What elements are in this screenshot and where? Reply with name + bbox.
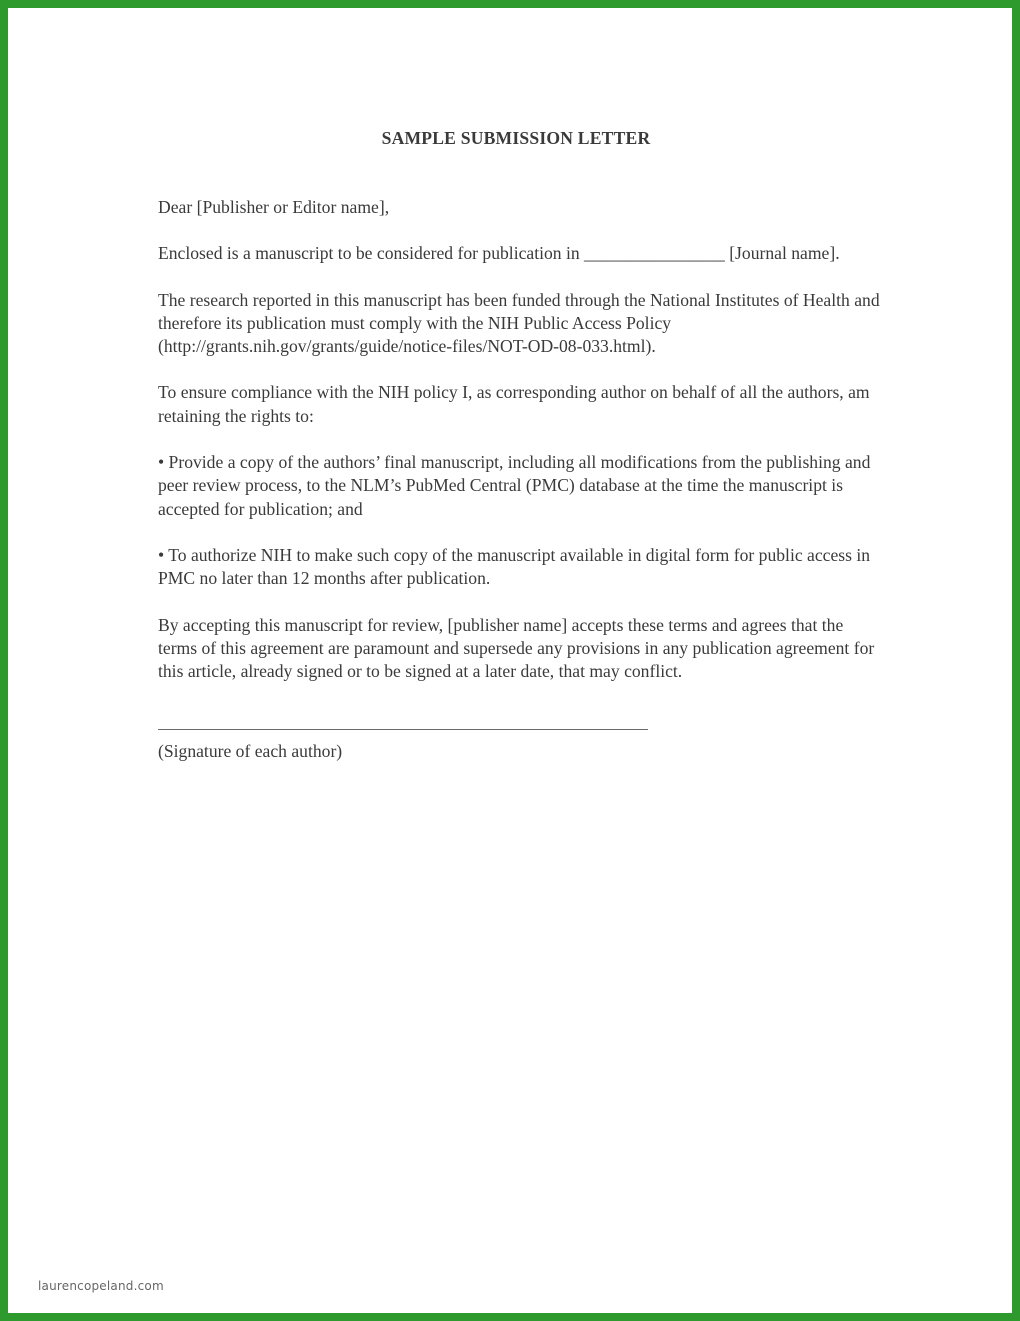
signature-label: (Signature of each author) [158, 741, 343, 762]
signature-line [158, 729, 648, 730]
bullet-authorize-nih: • To authorize NIH to make such copy of the manuscript available in digital form for public access in PMC no later than 12 months after publication. [158, 544, 871, 589]
salutation: Dear [Publisher or Editor name], [158, 197, 390, 217]
watermark: laurencopeland.com [38, 1279, 164, 1293]
paragraph-acceptance: By accepting this manuscript for review, [publisher name] accepts these terms and agrees that the terms of this agreement are paramount and supersede any provisions in any publication agreement for this article, already signed or to be signed at a later date, that may conflict. [158, 614, 875, 682]
paragraph-compliance: To ensure compliance with the NIH policy I, as corresponding author on behalf of all the authors, am retaining the rights to: [158, 382, 870, 426]
letter-body [158, 126, 880, 764]
paragraph-funding: The research reported in this manuscript has been funded through the National Institutes of Health and therefore its publication must comply with the NIH Public Access Policy (http://grants.nih.gov/grants/guide/notice-files/NOT-OD-08-033.html). [158, 289, 880, 357]
letter-title: SAMPLE SUBMISSION LETTER [381, 128, 651, 148]
paragraph-enclosed: Enclosed is a manuscript to be considered for publication in ________________ [Journal name]. [158, 243, 840, 264]
bullet-provide-copy: • Provide a copy of the authors’ final manuscript, including all modifications from the publishing and peer review process, to the NLM’s PubMed Central (PMC) database at the time the manuscript is accepted for publication; and [158, 452, 871, 519]
